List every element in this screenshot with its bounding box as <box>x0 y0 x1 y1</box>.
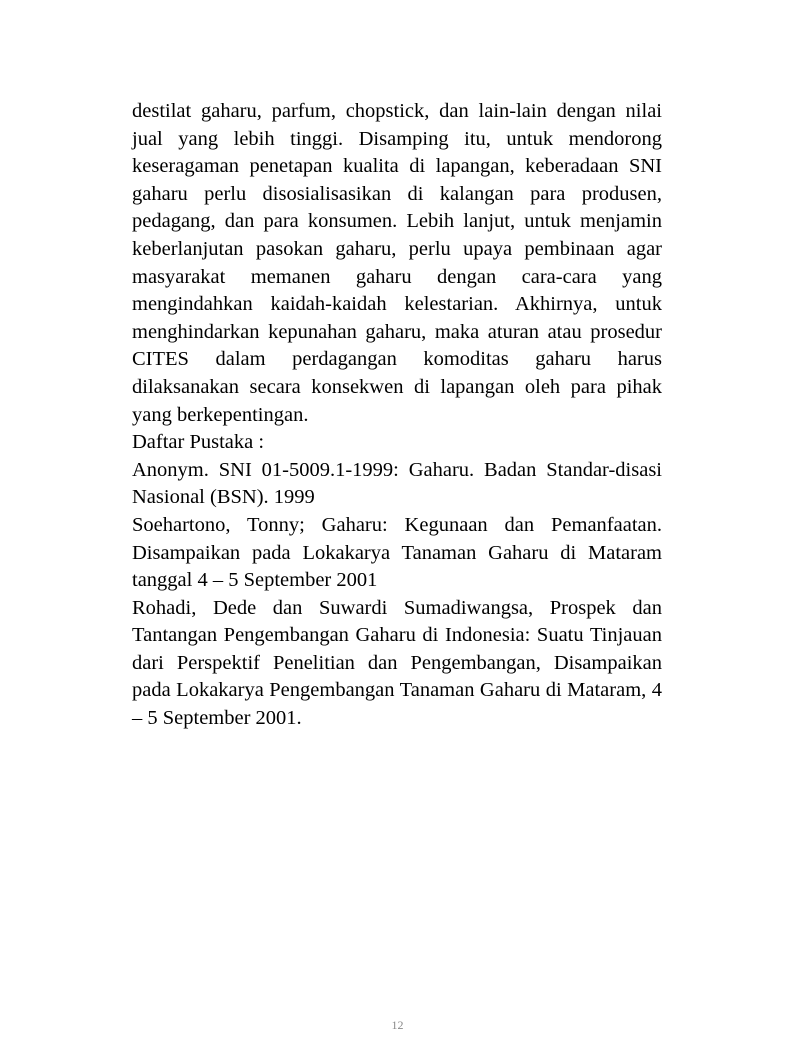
reference-item: Anonym. SNI 01-5009.1-1999: Gaharu. Badan Standar-disasi Nasional (BSN). 1999 <box>132 458 662 509</box>
reference-item: Rohadi, Dede dan Suwardi Sumadiwangsa, Prospek dan Tantangan Pengembangan Gaharu di Indonesia: Suatu Tinjauan dari Perspektif Penelitian dan Pengembangan, Disampaikan pada Lokakarya Pengembangan Tanaman Gaharu di Mataram, 4 – 5 September 2001. <box>132 596 662 730</box>
references-heading: Daftar Pustaka : <box>132 431 265 454</box>
page-text <box>132 98 662 733</box>
reference-item: Soehartono, Tonny; Gaharu: Kegunaan dan Pemanfaatan. Disampaikan pada Lokakarya Tanaman Gaharu di Mataram tanggal 4 – 5 September 2001 <box>132 513 662 592</box>
page-number: 12 <box>391 1018 404 1032</box>
body-paragraph: destilat gaharu, parfum, chopstick, dan lain-lain dengan nilai jual yang lebih tinggi. Disamping itu, untuk mendorong keseragaman penetapan kualita di lapangan, keberadaan SNI gaharu perlu disosialisasikan di kalangan para produsen, pedagang, dan para konsumen. Lebih lanjut, untuk menjamin keberlanjutan pasokan gaharu, perlu upaya pembinaan agar masyarakat memanen gaharu dengan cara-cara yang mengindahkan kaidah-kaidah kelestarian. Akhirnya, untuk menghindarkan kepunahan gaharu, maka aturan atau prosedur CITES dalam perdagangan komoditas gaharu harus dilaksanakan secara konsekwen di lapangan oleh para pihak yang berkepentingan. <box>132 100 662 426</box>
